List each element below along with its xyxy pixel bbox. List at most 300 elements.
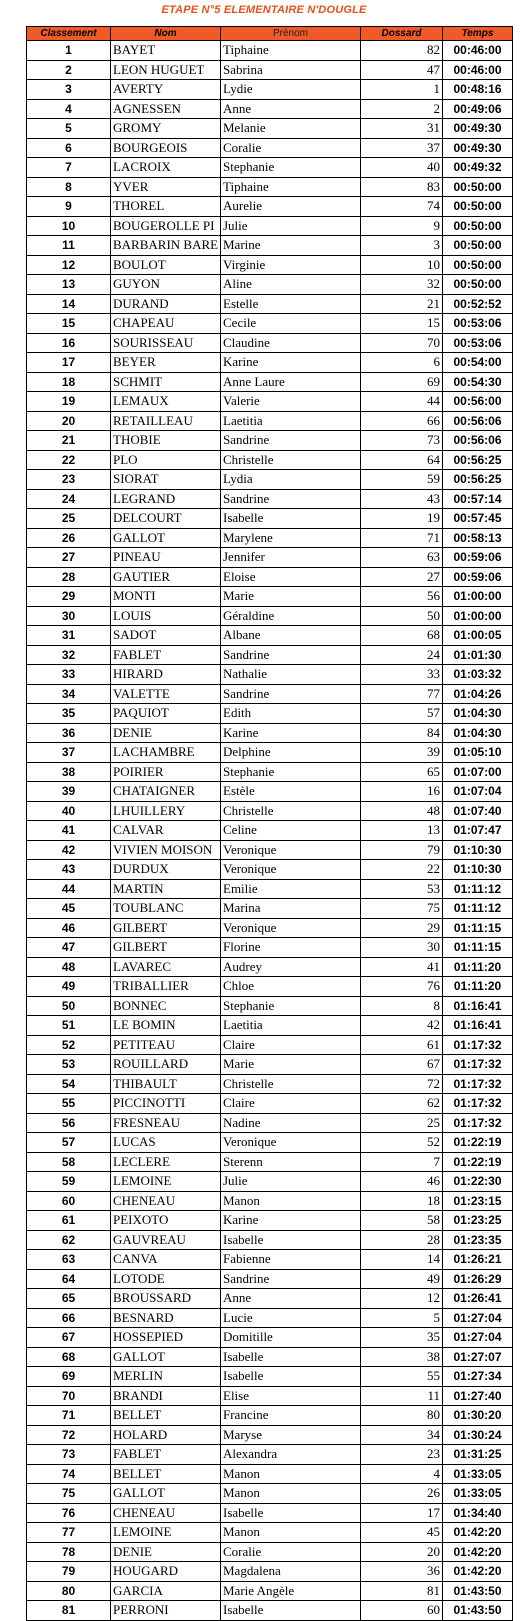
dossard-cell: 25 [361, 1113, 443, 1133]
dossard-cell: 34 [361, 1425, 443, 1445]
nom-cell: SIORAT [111, 470, 221, 490]
prenom-cell: Claire [221, 1035, 361, 1055]
table-row [27, 275, 513, 295]
dossard-cell: 17 [361, 1503, 443, 1523]
table-row [27, 528, 513, 548]
rank-cell: 2 [27, 60, 111, 80]
table-row [27, 782, 513, 802]
table-row [27, 957, 513, 977]
temps-cell: 01:22:30 [443, 1172, 513, 1192]
dossard-cell: 6 [361, 353, 443, 373]
prenom-cell: Magdalena [221, 1562, 361, 1582]
rank-cell: 4 [27, 99, 111, 119]
prenom-cell: Veronique [221, 1133, 361, 1153]
rank-cell: 22 [27, 450, 111, 470]
temps-cell: 01:30:24 [443, 1425, 513, 1445]
nom-cell: HOLARD [111, 1425, 221, 1445]
prenom-cell: Nathalie [221, 665, 361, 685]
table-row [27, 1152, 513, 1172]
nom-cell: BROUSSARD [111, 1289, 221, 1309]
temps-cell: 01:23:35 [443, 1230, 513, 1250]
dossard-cell: 16 [361, 782, 443, 802]
table-row [27, 723, 513, 743]
rank-cell: 53 [27, 1055, 111, 1075]
rank-cell: 72 [27, 1425, 111, 1445]
dossard-cell: 62 [361, 1094, 443, 1114]
prenom-cell: Marina [221, 899, 361, 919]
prenom-cell: Laetitia [221, 411, 361, 431]
rank-cell: 12 [27, 255, 111, 275]
dossard-cell: 22 [361, 860, 443, 880]
table-row [27, 99, 513, 119]
dossard-cell: 5 [361, 1308, 443, 1328]
nom-cell: GARCIA [111, 1581, 221, 1601]
temps-cell: 01:17:32 [443, 1035, 513, 1055]
rank-cell: 50 [27, 996, 111, 1016]
dossard-cell: 33 [361, 665, 443, 685]
prenom-cell: Isabelle [221, 1347, 361, 1367]
temps-cell: 01:27:04 [443, 1308, 513, 1328]
nom-cell: PETITEAU [111, 1035, 221, 1055]
temps-cell: 01:33:05 [443, 1484, 513, 1504]
dossard-cell: 2 [361, 99, 443, 119]
nom-cell: LOUIS [111, 606, 221, 626]
prenom-cell: Marie [221, 587, 361, 607]
dossard-cell: 61 [361, 1035, 443, 1055]
table-row [27, 1523, 513, 1543]
rank-cell: 61 [27, 1211, 111, 1231]
nom-cell: THIBAULT [111, 1074, 221, 1094]
nom-cell: TRIBALLIER [111, 977, 221, 997]
dossard-cell: 56 [361, 587, 443, 607]
rank-cell: 70 [27, 1386, 111, 1406]
temps-cell: 01:22:19 [443, 1133, 513, 1153]
table-row [27, 938, 513, 958]
table-row [27, 1425, 513, 1445]
temps-cell: 00:57:45 [443, 509, 513, 529]
prenom-cell: Karine [221, 353, 361, 373]
prenom-cell: Julie [221, 216, 361, 236]
temps-cell: 00:59:06 [443, 567, 513, 587]
table-row [27, 41, 513, 61]
dossard-cell: 10 [361, 255, 443, 275]
table-row [27, 1562, 513, 1582]
nom-cell: SADOT [111, 626, 221, 646]
nom-cell: BOULOT [111, 255, 221, 275]
temps-cell: 00:59:06 [443, 548, 513, 568]
rank-cell: 18 [27, 372, 111, 392]
temps-cell: 00:50:00 [443, 216, 513, 236]
table-row [27, 255, 513, 275]
table-row [27, 1055, 513, 1075]
table-row [27, 1464, 513, 1484]
nom-cell: BEYER [111, 353, 221, 373]
rank-cell: 17 [27, 353, 111, 373]
table-row [27, 548, 513, 568]
nom-cell: LUCAS [111, 1133, 221, 1153]
prenom-cell: Anne [221, 1289, 361, 1309]
temps-cell: 01:05:10 [443, 743, 513, 763]
temps-cell: 01:11:20 [443, 977, 513, 997]
table-row [27, 1074, 513, 1094]
prenom-cell: Julie [221, 1172, 361, 1192]
table-row [27, 860, 513, 880]
nom-cell: BESNARD [111, 1308, 221, 1328]
temps-cell: 01:03:32 [443, 665, 513, 685]
prenom-cell: Estelle [221, 294, 361, 314]
table-row [27, 1113, 513, 1133]
nom-cell: LHUILLERY [111, 801, 221, 821]
prenom-cell: Sandrine [221, 489, 361, 509]
prenom-cell: Claudine [221, 333, 361, 353]
prenom-cell: Chloe [221, 977, 361, 997]
table-row [27, 840, 513, 860]
rank-cell: 65 [27, 1289, 111, 1309]
dossard-cell: 58 [361, 1211, 443, 1231]
rank-cell: 45 [27, 899, 111, 919]
rank-cell: 76 [27, 1503, 111, 1523]
nom-cell: GUYON [111, 275, 221, 295]
nom-cell: PAQUIOT [111, 704, 221, 724]
nom-cell: LEON HUGUET [111, 60, 221, 80]
nom-cell: DENIE [111, 723, 221, 743]
nom-cell: DURDUX [111, 860, 221, 880]
nom-cell: LEGRAND [111, 489, 221, 509]
rank-cell: 38 [27, 762, 111, 782]
dossard-cell: 32 [361, 275, 443, 295]
prenom-cell: Géraldine [221, 606, 361, 626]
dossard-cell: 50 [361, 606, 443, 626]
rank-cell: 42 [27, 840, 111, 860]
temps-cell: 01:07:47 [443, 821, 513, 841]
temps-cell: 01:30:20 [443, 1406, 513, 1426]
nom-cell: THOREL [111, 197, 221, 217]
table-row [27, 1269, 513, 1289]
prenom-cell: Isabelle [221, 509, 361, 529]
rank-cell: 31 [27, 626, 111, 646]
nom-cell: LE BOMIN [111, 1016, 221, 1036]
prenom-cell: Anne Laure [221, 372, 361, 392]
rank-cell: 51 [27, 1016, 111, 1036]
prenom-cell: Veronique [221, 860, 361, 880]
prenom-cell: Domitille [221, 1328, 361, 1348]
dossard-cell: 43 [361, 489, 443, 509]
table-row [27, 450, 513, 470]
prenom-cell: Manon [221, 1191, 361, 1211]
nom-cell: PICCINOTTI [111, 1094, 221, 1114]
temps-cell: 01:23:25 [443, 1211, 513, 1231]
rank-cell: 37 [27, 743, 111, 763]
temps-cell: 00:49:06 [443, 99, 513, 119]
rank-cell: 14 [27, 294, 111, 314]
nom-cell: BELLET [111, 1464, 221, 1484]
nom-cell: BAYET [111, 41, 221, 61]
temps-cell: 00:50:00 [443, 255, 513, 275]
temps-cell: 01:07:40 [443, 801, 513, 821]
rank-cell: 5 [27, 119, 111, 139]
rank-cell: 80 [27, 1581, 111, 1601]
dossard-cell: 39 [361, 743, 443, 763]
table-row [27, 762, 513, 782]
dossard-cell: 64 [361, 450, 443, 470]
rank-cell: 67 [27, 1328, 111, 1348]
prenom-cell: Sandrine [221, 431, 361, 451]
prenom-cell: Karine [221, 723, 361, 743]
rank-cell: 36 [27, 723, 111, 743]
temps-cell: 01:07:00 [443, 762, 513, 782]
table-row [27, 392, 513, 412]
prenom-cell: Claire [221, 1094, 361, 1114]
prenom-cell: Manon [221, 1464, 361, 1484]
dossard-cell: 49 [361, 1269, 443, 1289]
prenom-cell: Manon [221, 1523, 361, 1543]
table-row [27, 1133, 513, 1153]
dossard-cell: 75 [361, 899, 443, 919]
table-row [27, 119, 513, 139]
prenom-cell: Sandrine [221, 1269, 361, 1289]
temps-cell: 01:07:04 [443, 782, 513, 802]
nom-cell: BRANDI [111, 1386, 221, 1406]
table-row [27, 509, 513, 529]
dossard-cell: 19 [361, 509, 443, 529]
rank-cell: 16 [27, 333, 111, 353]
nom-cell: GILBERT [111, 918, 221, 938]
table-row [27, 996, 513, 1016]
nom-cell: LAVAREC [111, 957, 221, 977]
rank-cell: 69 [27, 1367, 111, 1387]
nom-cell: LOTODE [111, 1269, 221, 1289]
nom-cell: PEIXOTO [111, 1211, 221, 1231]
prenom-cell: Stephanie [221, 762, 361, 782]
dossard-cell: 65 [361, 762, 443, 782]
dossard-cell: 40 [361, 158, 443, 178]
prenom-cell: Jennifer [221, 548, 361, 568]
prenom-cell: Laetitia [221, 1016, 361, 1036]
nom-cell: GALLOT [111, 1347, 221, 1367]
rank-cell: 79 [27, 1562, 111, 1582]
rank-cell: 27 [27, 548, 111, 568]
temps-cell: 01:26:29 [443, 1269, 513, 1289]
header-row [27, 27, 513, 41]
rank-cell: 77 [27, 1523, 111, 1543]
nom-cell: CHENEAU [111, 1503, 221, 1523]
prenom-cell: Lydie [221, 80, 361, 100]
dossard-cell: 59 [361, 470, 443, 490]
prenom-cell: Aurelie [221, 197, 361, 217]
prenom-cell: Christelle [221, 450, 361, 470]
table-row [27, 1191, 513, 1211]
dossard-cell: 23 [361, 1445, 443, 1465]
prenom-cell: Aline [221, 275, 361, 295]
temps-cell: 01:26:41 [443, 1289, 513, 1309]
table-row [27, 1542, 513, 1562]
table-row [27, 801, 513, 821]
nom-cell: BELLET [111, 1406, 221, 1426]
nom-cell: CHATAIGNER [111, 782, 221, 802]
temps-cell: 00:58:13 [443, 528, 513, 548]
prenom-cell: Francine [221, 1406, 361, 1426]
prenom-cell: Sabrina [221, 60, 361, 80]
nom-cell: CALVAR [111, 821, 221, 841]
rank-cell: 49 [27, 977, 111, 997]
temps-cell: 00:46:00 [443, 41, 513, 61]
rank-cell: 62 [27, 1230, 111, 1250]
rank-cell: 52 [27, 1035, 111, 1055]
table-row [27, 567, 513, 587]
rank-cell: 58 [27, 1152, 111, 1172]
temps-cell: 01:17:32 [443, 1113, 513, 1133]
prenom-cell: Marie [221, 1055, 361, 1075]
table-row [27, 411, 513, 431]
rank-cell: 48 [27, 957, 111, 977]
table-row [27, 626, 513, 646]
nom-cell: GALLOT [111, 528, 221, 548]
table-row [27, 1250, 513, 1270]
dossard-cell: 80 [361, 1406, 443, 1426]
nom-cell: GROMY [111, 119, 221, 139]
table-row [27, 1484, 513, 1504]
nom-cell: VIVIEN MOISON [111, 840, 221, 860]
dossard-cell: 47 [361, 60, 443, 80]
table-row [27, 372, 513, 392]
header-dossard: Dossard [361, 27, 443, 41]
temps-cell: 00:54:30 [443, 372, 513, 392]
prenom-cell: Tiphaine [221, 41, 361, 61]
temps-cell: 01:42:20 [443, 1542, 513, 1562]
table-row [27, 1601, 513, 1621]
temps-cell: 01:22:19 [443, 1152, 513, 1172]
dossard-cell: 46 [361, 1172, 443, 1192]
nom-cell: CHENEAU [111, 1191, 221, 1211]
dossard-cell: 20 [361, 1542, 443, 1562]
prenom-cell: Delphine [221, 743, 361, 763]
table-row [27, 1503, 513, 1523]
prenom-cell: Coralie [221, 138, 361, 158]
nom-cell: LACROIX [111, 158, 221, 178]
rank-cell: 33 [27, 665, 111, 685]
dossard-cell: 63 [361, 548, 443, 568]
dossard-cell: 41 [361, 957, 443, 977]
temps-cell: 01:17:32 [443, 1074, 513, 1094]
nom-cell: LEMAUX [111, 392, 221, 412]
rank-cell: 32 [27, 645, 111, 665]
temps-cell: 00:49:32 [443, 158, 513, 178]
nom-cell: DURAND [111, 294, 221, 314]
rank-cell: 39 [27, 782, 111, 802]
rank-cell: 75 [27, 1484, 111, 1504]
temps-cell: 00:53:06 [443, 333, 513, 353]
header-classement: Classement [27, 27, 111, 41]
rank-cell: 34 [27, 684, 111, 704]
dossard-cell: 29 [361, 918, 443, 938]
table-row [27, 1581, 513, 1601]
rank-cell: 35 [27, 704, 111, 724]
table-row [27, 216, 513, 236]
temps-cell: 00:50:00 [443, 275, 513, 295]
nom-cell: BONNEC [111, 996, 221, 1016]
prenom-cell: Emilie [221, 879, 361, 899]
table-row [27, 899, 513, 919]
dossard-cell: 72 [361, 1074, 443, 1094]
temps-cell: 00:53:06 [443, 314, 513, 334]
prenom-cell: Edith [221, 704, 361, 724]
dossard-cell: 31 [361, 119, 443, 139]
table-row [27, 1230, 513, 1250]
temps-cell: 01:17:32 [443, 1055, 513, 1075]
nom-cell: THOBIE [111, 431, 221, 451]
prenom-cell: Isabelle [221, 1230, 361, 1250]
table-row [27, 1445, 513, 1465]
nom-cell: HOUGARD [111, 1562, 221, 1582]
temps-cell: 01:11:12 [443, 879, 513, 899]
dossard-cell: 28 [361, 1230, 443, 1250]
temps-cell: 01:11:15 [443, 938, 513, 958]
rank-cell: 8 [27, 177, 111, 197]
dossard-cell: 73 [361, 431, 443, 451]
rank-cell: 1 [27, 41, 111, 61]
rank-cell: 60 [27, 1191, 111, 1211]
dossard-cell: 44 [361, 392, 443, 412]
prenom-cell: Celine [221, 821, 361, 841]
nom-cell: MONTI [111, 587, 221, 607]
nom-cell: BARBARIN BARE [111, 236, 221, 256]
dossard-cell: 7 [361, 1152, 443, 1172]
rank-cell: 81 [27, 1601, 111, 1621]
dossard-cell: 82 [361, 41, 443, 61]
prenom-cell: Sandrine [221, 645, 361, 665]
nom-cell: LACHAMBRE [111, 743, 221, 763]
nom-cell: CANVA [111, 1250, 221, 1270]
temps-cell: 01:00:00 [443, 587, 513, 607]
temps-cell: 01:10:30 [443, 840, 513, 860]
dossard-cell: 36 [361, 1562, 443, 1582]
prenom-cell: Albane [221, 626, 361, 646]
temps-cell: 00:50:00 [443, 197, 513, 217]
table-row [27, 60, 513, 80]
rank-cell: 47 [27, 938, 111, 958]
prenom-cell: Coralie [221, 1542, 361, 1562]
temps-cell: 01:10:30 [443, 860, 513, 880]
table-row [27, 314, 513, 334]
dossard-cell: 81 [361, 1581, 443, 1601]
dossard-cell: 37 [361, 138, 443, 158]
table-row [27, 489, 513, 509]
temps-cell: 00:56:00 [443, 392, 513, 412]
nom-cell: GILBERT [111, 938, 221, 958]
rank-cell: 26 [27, 528, 111, 548]
temps-cell: 01:11:20 [443, 957, 513, 977]
nom-cell: PLO [111, 450, 221, 470]
dossard-cell: 52 [361, 1133, 443, 1153]
table-row [27, 645, 513, 665]
table-row [27, 294, 513, 314]
nom-cell: VALETTE [111, 684, 221, 704]
temps-cell: 01:26:21 [443, 1250, 513, 1270]
nom-cell: POIRIER [111, 762, 221, 782]
prenom-cell: Alexandra [221, 1445, 361, 1465]
prenom-cell: Cecile [221, 314, 361, 334]
temps-cell: 01:31:25 [443, 1445, 513, 1465]
prenom-cell: Melanie [221, 119, 361, 139]
rank-cell: 57 [27, 1133, 111, 1153]
prenom-cell: Christelle [221, 1074, 361, 1094]
nom-cell: DELCOURT [111, 509, 221, 529]
temps-cell: 01:42:20 [443, 1523, 513, 1543]
dossard-cell: 26 [361, 1484, 443, 1504]
rank-cell: 25 [27, 509, 111, 529]
rank-cell: 68 [27, 1347, 111, 1367]
nom-cell: GAUVREAU [111, 1230, 221, 1250]
